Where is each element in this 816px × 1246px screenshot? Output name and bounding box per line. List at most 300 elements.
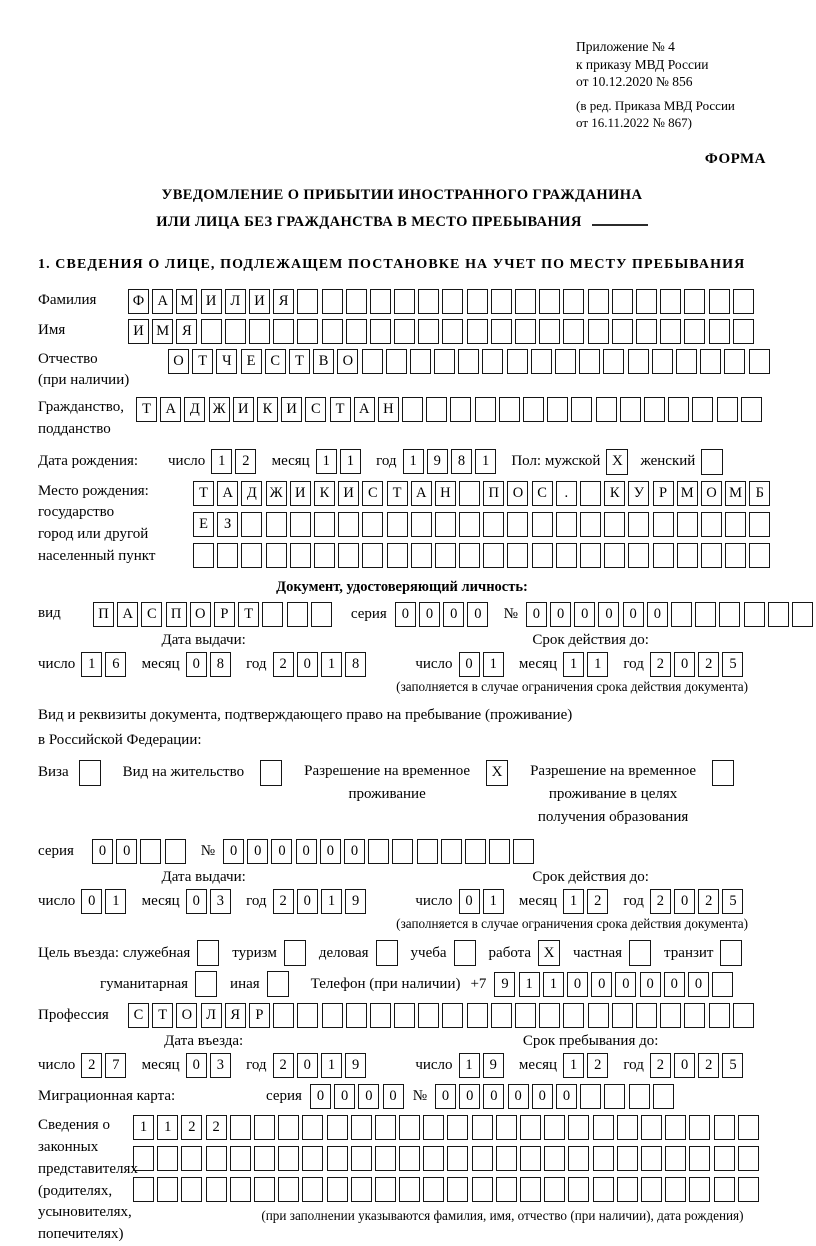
char-cell[interactable] [612, 319, 633, 344]
char-cell[interactable]: 0 [615, 972, 636, 997]
char-cell[interactable]: С [265, 349, 286, 374]
char-cell[interactable] [314, 512, 335, 537]
char-cell[interactable] [520, 1146, 541, 1171]
char-cell[interactable] [442, 1003, 463, 1028]
char-cell[interactable]: 2 [206, 1115, 227, 1140]
char-cell[interactable] [668, 397, 689, 422]
char-cell[interactable] [399, 1115, 420, 1140]
char-cell[interactable] [556, 543, 577, 568]
char-cell[interactable]: 2 [181, 1115, 202, 1140]
char-cell[interactable] [435, 543, 456, 568]
char-cell[interactable] [738, 1177, 759, 1202]
char-cell[interactable] [588, 1003, 609, 1028]
char-cell[interactable] [520, 1115, 541, 1140]
char-cell[interactable]: Е [241, 349, 262, 374]
char-cell[interactable]: Т [289, 349, 310, 374]
sex-female-checkbox[interactable] [701, 449, 723, 475]
char-cell[interactable] [230, 1146, 251, 1171]
char-cell[interactable]: Р [214, 602, 235, 627]
char-cell[interactable] [290, 512, 311, 537]
temp-residence-edu-checkbox[interactable] [712, 760, 734, 786]
char-cell[interactable] [278, 1177, 299, 1202]
char-cell[interactable] [375, 1177, 396, 1202]
char-cell[interactable] [588, 319, 609, 344]
char-cell[interactable] [532, 543, 553, 568]
char-cell[interactable]: Ч [216, 349, 237, 374]
char-cell[interactable] [515, 319, 536, 344]
char-cell[interactable]: 1 [157, 1115, 178, 1140]
char-cell[interactable] [394, 319, 415, 344]
char-cell[interactable] [653, 1084, 674, 1109]
char-cell[interactable] [701, 512, 722, 537]
char-cell[interactable]: И [281, 397, 302, 422]
char-cell[interactable] [539, 319, 560, 344]
char-cell[interactable] [434, 349, 455, 374]
char-cell[interactable] [370, 319, 391, 344]
char-cell[interactable] [447, 1177, 468, 1202]
char-cell[interactable] [157, 1146, 178, 1171]
char-cell[interactable]: Т [192, 349, 213, 374]
char-cell[interactable] [593, 1146, 614, 1171]
char-cell[interactable]: А [354, 397, 375, 422]
char-cell[interactable] [472, 1115, 493, 1140]
char-cell[interactable]: Я [225, 1003, 246, 1028]
char-cell[interactable]: А [217, 481, 238, 506]
char-cell[interactable]: 0 [459, 652, 480, 677]
char-cell[interactable] [290, 543, 311, 568]
char-cell[interactable]: 0 [297, 1053, 318, 1078]
char-cell[interactable]: Я [176, 319, 197, 344]
char-cell[interactable]: О [701, 481, 722, 506]
char-cell[interactable]: А [160, 397, 181, 422]
char-cell[interactable]: 2 [650, 889, 671, 914]
purpose-private-checkbox[interactable] [629, 940, 651, 966]
char-cell[interactable] [447, 1115, 468, 1140]
char-cell[interactable]: 0 [186, 1053, 207, 1078]
char-cell[interactable]: 0 [532, 1084, 553, 1109]
char-cell[interactable] [738, 1115, 759, 1140]
char-cell[interactable] [604, 1084, 625, 1109]
char-cell[interactable] [709, 319, 730, 344]
char-cell[interactable] [327, 1177, 348, 1202]
char-cell[interactable] [225, 319, 246, 344]
char-cell[interactable] [733, 319, 754, 344]
char-cell[interactable]: 0 [688, 972, 709, 997]
char-cell[interactable] [580, 512, 601, 537]
char-cell[interactable]: И [233, 397, 254, 422]
residence-permit-checkbox[interactable] [260, 760, 282, 786]
char-cell[interactable] [653, 543, 674, 568]
char-cell[interactable] [677, 543, 698, 568]
char-cell[interactable]: 2 [650, 1053, 671, 1078]
char-cell[interactable] [531, 349, 552, 374]
char-cell[interactable] [489, 839, 510, 864]
char-cell[interactable] [513, 839, 534, 864]
char-cell[interactable]: 0 [247, 839, 268, 864]
char-cell[interactable]: А [152, 289, 173, 314]
char-cell[interactable] [472, 1146, 493, 1171]
char-cell[interactable]: У [628, 481, 649, 506]
char-cell[interactable] [665, 1177, 686, 1202]
char-cell[interactable] [684, 319, 705, 344]
char-cell[interactable] [515, 289, 536, 314]
char-cell[interactable] [744, 602, 765, 627]
char-cell[interactable] [580, 543, 601, 568]
char-cell[interactable] [733, 1003, 754, 1028]
char-cell[interactable]: 1 [563, 889, 584, 914]
char-cell[interactable] [241, 512, 262, 537]
char-cell[interactable]: 7 [105, 1053, 126, 1078]
char-cell[interactable]: Б [749, 481, 770, 506]
char-cell[interactable] [465, 839, 486, 864]
char-cell[interactable] [665, 1146, 686, 1171]
char-cell[interactable]: 8 [210, 652, 231, 677]
char-cell[interactable]: Е [193, 512, 214, 537]
char-cell[interactable] [206, 1177, 227, 1202]
char-cell[interactable] [636, 319, 657, 344]
char-cell[interactable]: Т [193, 481, 214, 506]
char-cell[interactable] [394, 1003, 415, 1028]
char-cell[interactable] [165, 839, 186, 864]
char-cell[interactable] [362, 543, 383, 568]
char-cell[interactable]: 0 [297, 889, 318, 914]
char-cell[interactable] [499, 397, 520, 422]
char-cell[interactable]: С [362, 481, 383, 506]
char-cell[interactable] [593, 1177, 614, 1202]
char-cell[interactable] [568, 1177, 589, 1202]
char-cell[interactable] [273, 319, 294, 344]
char-cell[interactable] [660, 319, 681, 344]
char-cell[interactable] [418, 289, 439, 314]
char-cell[interactable]: К [257, 397, 278, 422]
char-cell[interactable]: 0 [664, 972, 685, 997]
char-cell[interactable]: 0 [483, 1084, 504, 1109]
char-cell[interactable] [749, 512, 770, 537]
char-cell[interactable] [392, 839, 413, 864]
char-cell[interactable]: Т [387, 481, 408, 506]
char-cell[interactable]: М [152, 319, 173, 344]
char-cell[interactable] [523, 397, 544, 422]
char-cell[interactable]: 0 [419, 602, 440, 627]
char-cell[interactable] [467, 289, 488, 314]
char-cell[interactable] [459, 481, 480, 506]
char-cell[interactable] [665, 1115, 686, 1140]
char-cell[interactable]: 1 [105, 889, 126, 914]
purpose-work-checkbox[interactable]: X [538, 940, 560, 966]
char-cell[interactable] [346, 289, 367, 314]
char-cell[interactable]: Т [152, 1003, 173, 1028]
char-cell[interactable] [677, 512, 698, 537]
visa-checkbox[interactable] [79, 760, 101, 786]
char-cell[interactable]: 0 [435, 1084, 456, 1109]
char-cell[interactable] [701, 543, 722, 568]
char-cell[interactable]: 0 [186, 889, 207, 914]
char-cell[interactable]: 1 [459, 1053, 480, 1078]
char-cell[interactable] [394, 289, 415, 314]
char-cell[interactable] [459, 512, 480, 537]
char-cell[interactable] [604, 512, 625, 537]
char-cell[interactable]: 0 [550, 602, 571, 627]
char-cell[interactable] [507, 349, 528, 374]
char-cell[interactable] [604, 543, 625, 568]
char-cell[interactable] [346, 319, 367, 344]
char-cell[interactable]: 0 [459, 1084, 480, 1109]
char-cell[interactable] [386, 349, 407, 374]
char-cell[interactable]: Р [249, 1003, 270, 1028]
char-cell[interactable] [641, 1177, 662, 1202]
char-cell[interactable] [459, 543, 480, 568]
purpose-transit-checkbox[interactable] [720, 940, 742, 966]
char-cell[interactable] [712, 972, 733, 997]
char-cell[interactable]: Л [225, 289, 246, 314]
char-cell[interactable]: 0 [674, 652, 695, 677]
purpose-study-checkbox[interactable] [454, 940, 476, 966]
char-cell[interactable]: 5 [722, 889, 743, 914]
char-cell[interactable] [266, 512, 287, 537]
char-cell[interactable] [491, 319, 512, 344]
char-cell[interactable]: 0 [383, 1084, 404, 1109]
char-cell[interactable] [254, 1177, 275, 1202]
char-cell[interactable]: 1 [475, 449, 496, 474]
char-cell[interactable]: 1 [133, 1115, 154, 1140]
char-cell[interactable]: 0 [223, 839, 244, 864]
char-cell[interactable] [612, 1003, 633, 1028]
char-cell[interactable] [311, 602, 332, 627]
char-cell[interactable]: О [337, 349, 358, 374]
char-cell[interactable]: 1 [340, 449, 361, 474]
char-cell[interactable]: В [313, 349, 334, 374]
char-cell[interactable] [399, 1177, 420, 1202]
char-cell[interactable]: 1 [81, 652, 102, 677]
char-cell[interactable]: М [725, 481, 746, 506]
char-cell[interactable] [273, 1003, 294, 1028]
char-cell[interactable]: 0 [344, 839, 365, 864]
char-cell[interactable] [660, 1003, 681, 1028]
char-cell[interactable]: 0 [186, 652, 207, 677]
char-cell[interactable]: 3 [210, 889, 231, 914]
char-cell[interactable] [302, 1115, 323, 1140]
purpose-other-checkbox[interactable] [267, 971, 289, 997]
char-cell[interactable]: 8 [345, 652, 366, 677]
char-cell[interactable] [684, 1003, 705, 1028]
char-cell[interactable] [314, 543, 335, 568]
char-cell[interactable] [676, 349, 697, 374]
char-cell[interactable] [555, 349, 576, 374]
char-cell[interactable] [588, 289, 609, 314]
char-cell[interactable] [417, 839, 438, 864]
char-cell[interactable]: 3 [210, 1053, 231, 1078]
temp-residence-checkbox[interactable]: X [486, 760, 508, 786]
char-cell[interactable] [520, 1177, 541, 1202]
char-cell[interactable] [641, 1146, 662, 1171]
char-cell[interactable] [297, 1003, 318, 1028]
char-cell[interactable] [539, 1003, 560, 1028]
char-cell[interactable] [297, 319, 318, 344]
char-cell[interactable] [482, 349, 503, 374]
purpose-official-checkbox[interactable] [197, 940, 219, 966]
char-cell[interactable]: Д [184, 397, 205, 422]
char-cell[interactable]: 1 [403, 449, 424, 474]
char-cell[interactable]: 0 [296, 839, 317, 864]
char-cell[interactable] [700, 349, 721, 374]
char-cell[interactable]: 1 [483, 652, 504, 677]
char-cell[interactable] [181, 1177, 202, 1202]
char-cell[interactable]: И [249, 289, 270, 314]
char-cell[interactable] [278, 1115, 299, 1140]
char-cell[interactable] [278, 1146, 299, 1171]
char-cell[interactable] [351, 1146, 372, 1171]
char-cell[interactable] [636, 1003, 657, 1028]
char-cell[interactable] [733, 289, 754, 314]
char-cell[interactable]: С [141, 602, 162, 627]
char-cell[interactable]: 0 [640, 972, 661, 997]
char-cell[interactable] [689, 1146, 710, 1171]
char-cell[interactable]: З [217, 512, 238, 537]
char-cell[interactable]: 0 [508, 1084, 529, 1109]
char-cell[interactable]: 0 [443, 602, 464, 627]
char-cell[interactable]: 6 [105, 652, 126, 677]
char-cell[interactable]: И [338, 481, 359, 506]
char-cell[interactable] [515, 1003, 536, 1028]
char-cell[interactable] [266, 543, 287, 568]
char-cell[interactable] [302, 1177, 323, 1202]
char-cell[interactable] [193, 543, 214, 568]
char-cell[interactable] [249, 319, 270, 344]
char-cell[interactable] [230, 1115, 251, 1140]
char-cell[interactable]: 8 [451, 449, 472, 474]
char-cell[interactable] [603, 349, 624, 374]
char-cell[interactable]: Т [238, 602, 259, 627]
char-cell[interactable]: А [117, 602, 138, 627]
char-cell[interactable] [140, 839, 161, 864]
char-cell[interactable] [568, 1115, 589, 1140]
char-cell[interactable]: С [532, 481, 553, 506]
char-cell[interactable] [338, 543, 359, 568]
char-cell[interactable]: Р [653, 481, 674, 506]
char-cell[interactable] [322, 319, 343, 344]
char-cell[interactable]: 0 [623, 602, 644, 627]
char-cell[interactable] [660, 289, 681, 314]
char-cell[interactable]: 0 [647, 602, 668, 627]
char-cell[interactable]: 2 [587, 889, 608, 914]
char-cell[interactable]: 2 [650, 652, 671, 677]
char-cell[interactable]: 1 [587, 652, 608, 677]
char-cell[interactable]: О [168, 349, 189, 374]
char-cell[interactable]: 0 [310, 1084, 331, 1109]
char-cell[interactable]: 1 [563, 652, 584, 677]
char-cell[interactable] [458, 349, 479, 374]
char-cell[interactable] [547, 397, 568, 422]
char-cell[interactable]: 0 [81, 889, 102, 914]
char-cell[interactable] [496, 1115, 517, 1140]
char-cell[interactable] [375, 1146, 396, 1171]
char-cell[interactable]: С [128, 1003, 149, 1028]
char-cell[interactable] [507, 512, 528, 537]
char-cell[interactable]: 2 [587, 1053, 608, 1078]
char-cell[interactable] [507, 543, 528, 568]
char-cell[interactable]: И [290, 481, 311, 506]
char-cell[interactable] [327, 1115, 348, 1140]
char-cell[interactable]: С [305, 397, 326, 422]
char-cell[interactable]: 9 [345, 889, 366, 914]
char-cell[interactable] [563, 289, 584, 314]
char-cell[interactable]: 0 [674, 889, 695, 914]
char-cell[interactable] [450, 397, 471, 422]
char-cell[interactable]: 0 [574, 602, 595, 627]
char-cell[interactable] [322, 289, 343, 314]
char-cell[interactable] [157, 1177, 178, 1202]
char-cell[interactable] [346, 1003, 367, 1028]
char-cell[interactable] [768, 602, 789, 627]
char-cell[interactable]: 0 [334, 1084, 355, 1109]
char-cell[interactable] [556, 512, 577, 537]
char-cell[interactable]: 0 [271, 839, 292, 864]
char-cell[interactable]: И [201, 289, 222, 314]
char-cell[interactable] [628, 349, 649, 374]
char-cell[interactable] [724, 349, 745, 374]
char-cell[interactable] [418, 319, 439, 344]
char-cell[interactable] [399, 1146, 420, 1171]
char-cell[interactable]: 0 [526, 602, 547, 627]
char-cell[interactable] [738, 1146, 759, 1171]
char-cell[interactable] [410, 349, 431, 374]
char-cell[interactable] [241, 543, 262, 568]
char-cell[interactable]: К [314, 481, 335, 506]
char-cell[interactable] [749, 349, 770, 374]
char-cell[interactable] [206, 1146, 227, 1171]
char-cell[interactable] [133, 1146, 154, 1171]
char-cell[interactable] [709, 289, 730, 314]
char-cell[interactable] [351, 1115, 372, 1140]
char-cell[interactable] [375, 1115, 396, 1140]
char-cell[interactable] [338, 512, 359, 537]
char-cell[interactable]: 9 [494, 972, 515, 997]
char-cell[interactable] [181, 1146, 202, 1171]
char-cell[interactable]: О [507, 481, 528, 506]
char-cell[interactable] [368, 839, 389, 864]
char-cell[interactable]: 2 [273, 652, 294, 677]
char-cell[interactable]: Ф [128, 289, 149, 314]
char-cell[interactable] [612, 289, 633, 314]
char-cell[interactable] [302, 1146, 323, 1171]
char-cell[interactable]: 0 [598, 602, 619, 627]
char-cell[interactable]: . [556, 481, 577, 506]
char-cell[interactable]: М [677, 481, 698, 506]
char-cell[interactable]: 1 [321, 889, 342, 914]
char-cell[interactable] [617, 1115, 638, 1140]
char-cell[interactable] [262, 602, 283, 627]
char-cell[interactable]: И [128, 319, 149, 344]
char-cell[interactable] [322, 1003, 343, 1028]
char-cell[interactable] [695, 602, 716, 627]
char-cell[interactable]: 2 [235, 449, 256, 474]
char-cell[interactable] [629, 1084, 650, 1109]
char-cell[interactable] [714, 1177, 735, 1202]
char-cell[interactable] [496, 1177, 517, 1202]
char-cell[interactable]: 0 [297, 652, 318, 677]
char-cell[interactable]: 0 [320, 839, 341, 864]
char-cell[interactable] [719, 602, 740, 627]
char-cell[interactable] [593, 1115, 614, 1140]
char-cell[interactable] [387, 512, 408, 537]
char-cell[interactable] [628, 543, 649, 568]
char-cell[interactable]: П [166, 602, 187, 627]
char-cell[interactable]: 1 [211, 449, 232, 474]
char-cell[interactable] [617, 1146, 638, 1171]
char-cell[interactable] [544, 1115, 565, 1140]
char-cell[interactable] [442, 289, 463, 314]
char-cell[interactable]: Н [378, 397, 399, 422]
